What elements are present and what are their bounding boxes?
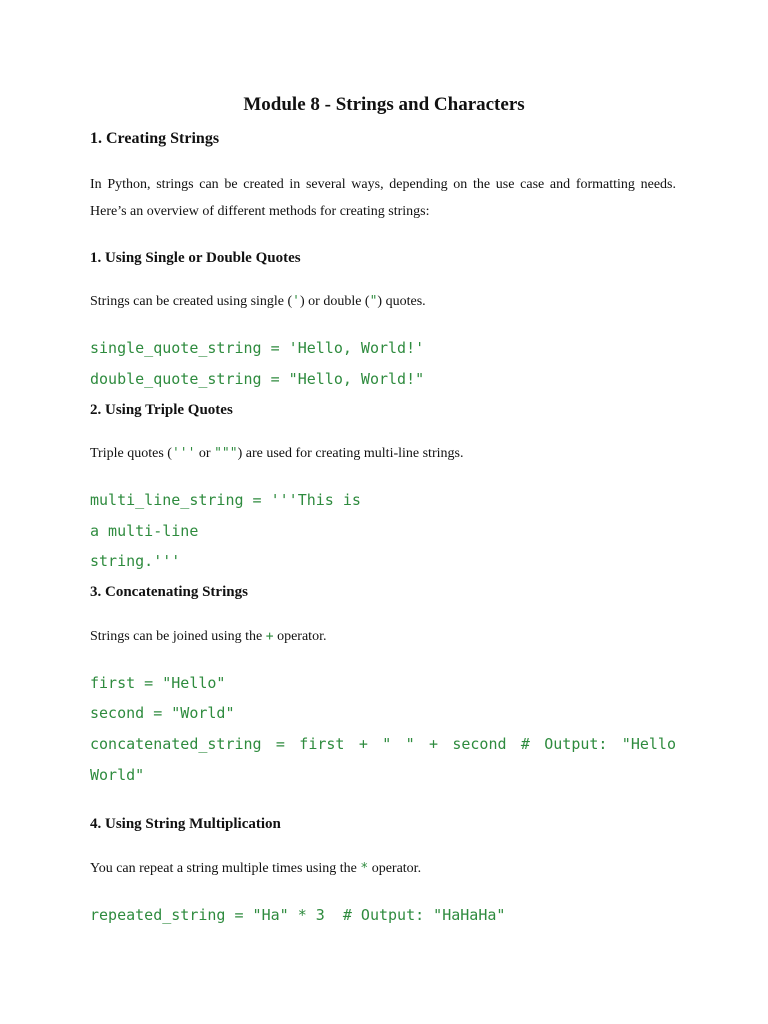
subheading-string-multiplication: 4. Using String Multiplication <box>90 816 281 832</box>
text-segment: or <box>195 446 215 461</box>
inline-code-plus-operator: + <box>265 629 274 644</box>
inline-code-star-operator: * <box>360 861 369 876</box>
subheading-single-double-quotes: 1. Using Single or Double Quotes <box>90 250 301 266</box>
subheading-concatenating-strings: 3. Concatenating Strings <box>90 584 248 600</box>
code-line: multi_line_string = '''This is <box>90 491 361 509</box>
code-line: repeated_string = "Ha" * 3 # Output: "HaHaHa" <box>90 906 506 924</box>
paragraph-triple-quotes <box>90 440 676 467</box>
code-line: second = "World" <box>90 704 235 722</box>
text-segment: ) or double ( <box>300 294 370 309</box>
text-segment: Triple quotes ( <box>90 446 172 461</box>
text-segment: Strings can be joined using the <box>90 629 266 644</box>
paragraph-multiplication <box>90 855 676 882</box>
section-heading-creating-strings: 1. Creating Strings <box>90 130 220 147</box>
text-segment: ) are used for creating multi-line strings. <box>237 446 464 461</box>
text-segment: ) quotes. <box>377 294 426 309</box>
inline-code-single-quote: ' <box>292 294 300 309</box>
code-line: first = "Hello" <box>90 674 226 692</box>
code-line: a multi-line <box>90 522 199 540</box>
text-segment: operator. <box>368 861 422 876</box>
code-line: concatenated_string = first + " " + second # Output: "Hello World" <box>90 735 676 784</box>
text-segment: You can repeat a string multiple times using the <box>90 861 361 876</box>
inline-code-double-quote: " <box>369 294 378 309</box>
paragraph-concatenating <box>90 623 676 650</box>
text-segment: operator. <box>273 629 327 644</box>
inline-code-triple-double: """ <box>214 446 238 461</box>
text-segment: Strings can be created using single ( <box>90 294 293 309</box>
inline-code-triple-single: ''' <box>171 446 196 461</box>
subheading-triple-quotes: 2. Using Triple Quotes <box>90 402 233 418</box>
code-line: double_quote_string = "Hello, World!" <box>90 370 425 388</box>
code-line: string.''' <box>90 552 181 570</box>
page-title: Module 8 - Strings and Characters <box>243 94 525 115</box>
paragraph-single-double-quotes <box>90 288 676 315</box>
intro-paragraph: In Python, strings can be created in several ways, depending on the use case and formatting needs. Here’s an overview of different methods for creating strings: <box>90 177 676 219</box>
code-line: single_quote_string = 'Hello, World!' <box>90 339 425 357</box>
